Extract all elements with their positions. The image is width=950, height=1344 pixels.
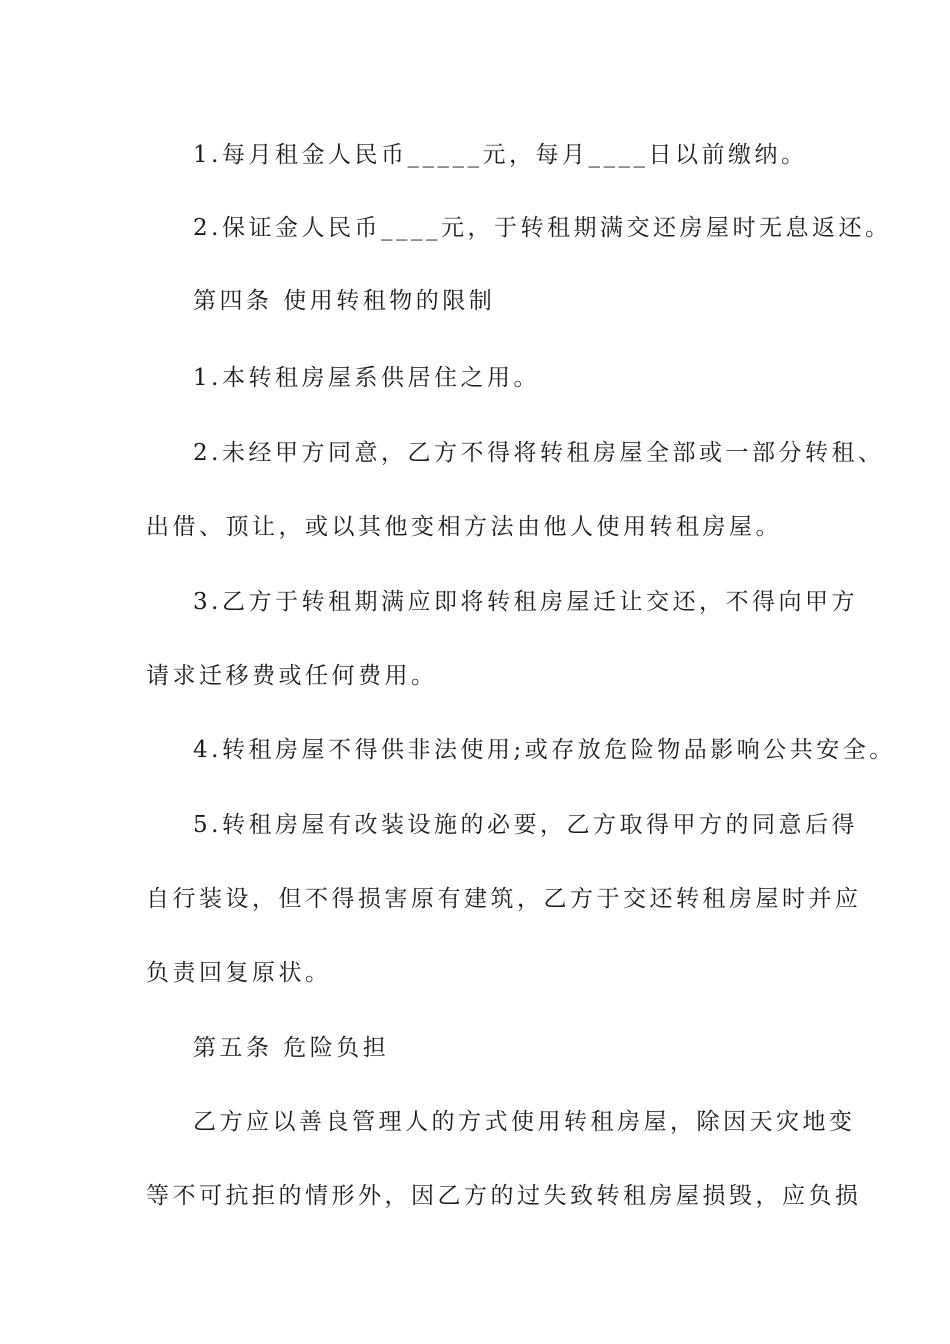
renovation-clause-line-1: 5.转租房屋有改装设施的必要，乙方取得甲方的同意后得	[193, 812, 858, 838]
renovation-clause-line-2: 自行装设，但不得损害原有建筑，乙方于交还转租房屋时并应	[146, 886, 862, 912]
sublease-restriction-line-1: 2.未经甲方同意，乙方不得将转租房屋全部或一部分转租、	[193, 440, 885, 466]
article-four-heading: 第四条 使用转租物的限制	[193, 288, 496, 314]
deposit-clause: 2.保证金人民币____元，于转租期满交还房屋时无息返还。	[193, 215, 892, 241]
vacate-clause-line-1: 3.乙方于转租期满应即将转租房屋迁让交还，不得向甲方	[193, 589, 858, 615]
vacate-clause-line-2: 请求迁移费或任何费用。	[146, 663, 438, 689]
sublease-restriction-line-2: 出借、顶让，或以其他变相方法由他人使用转租房屋。	[146, 514, 782, 540]
risk-clause-line-2: 等不可抗拒的情形外，因乙方的过失致转租房屋损毁，应负损	[146, 1183, 862, 1209]
article-five-heading: 第五条 危险负担	[193, 1035, 390, 1061]
rent-payment-clause: 1.每月租金人民币_____元，每月____日以前缴纳。	[193, 142, 808, 168]
risk-clause-line-1: 乙方应以善良管理人的方式使用转租房屋，除因天灾地变	[193, 1109, 856, 1135]
renovation-clause-line-3: 负责回复原状。	[146, 960, 332, 986]
illegal-use-clause: 4.转租房屋不得供非法使用;或存放危险物品影响公共安全。	[193, 737, 896, 763]
residential-use-clause: 1.本转租房屋系供居住之用。	[193, 365, 540, 391]
